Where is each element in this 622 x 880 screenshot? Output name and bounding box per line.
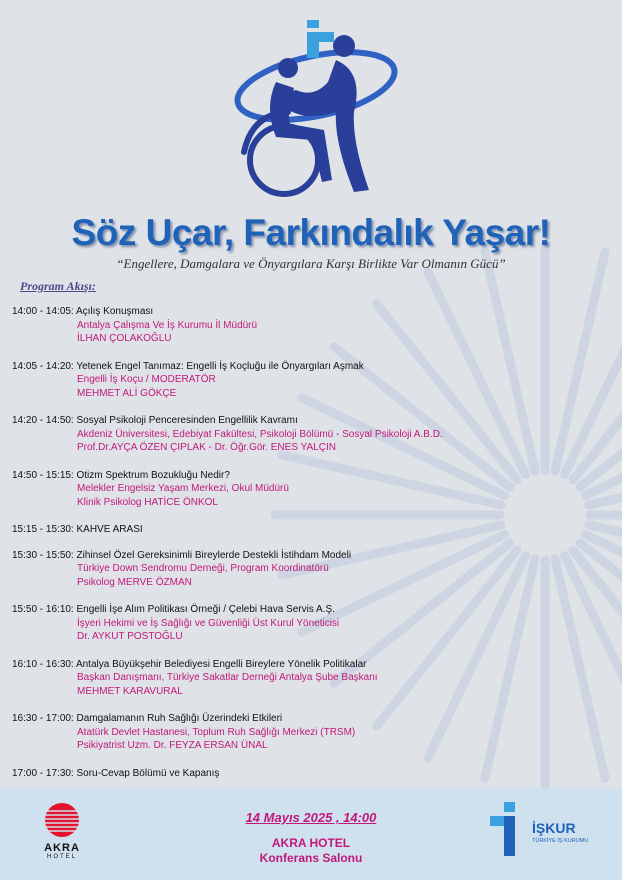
program-item-header [12,523,592,537]
program-topic: Damgalamanın Ruh Sağlığı Üzerindeki Etkileri [76,713,283,724]
program-item [12,523,592,537]
program-item-header [12,360,592,374]
program-time: 17:00 - 17:30: [12,767,74,779]
event-date: 14 Mayıs 2025 , 14:00 [245,810,377,825]
program-topic: Zihinsel Özel Gereksinimli Bireylerde Destekli İstihdam Modeli [76,549,352,561]
footer-band [0,788,622,880]
event-subtitle: “Engellere, Damgalara ve Önyargılara Karşı Birlikte Var Olmanın Gücü” [116,256,506,271]
program-time: 15:15 - 15:30: [12,524,74,535]
program-speaker: Prof.Dr.AYÇA ÖZEN ÇIPLAK - Dr. Öğr.Gör. ENES YALÇIN [77,442,336,453]
program-topic: Açılış Konuşması [75,306,154,317]
program-item-header [12,414,592,428]
program-speaker: Psikolog MERVE ÖZMAN [77,576,192,588]
program-item [12,712,592,753]
program-speaker: Klinik Psikolog HATİCE ÖNKOL [77,496,218,508]
akra-name: AKRA [44,842,80,854]
venue-line-1: AKRA HOTEL [271,836,351,850]
program-affiliation: Engelli İş Koçu / MODERATÖR [77,374,216,385]
program-affiliation: Başkan Danışmanı, Türkiye Sakatlar Derneği Antalya Şube Başkanı [77,672,378,683]
program-item [12,305,592,346]
program-time: 14:50 - 15:15: [12,469,74,481]
program-item-header [12,469,592,483]
iskur-logo-icon [490,802,530,858]
program-item [12,469,592,510]
program-item [12,603,592,644]
program-speaker: Psikiyatrist Uzm. Dr. FEYZA ERSAN ÜNAL [77,740,268,751]
program-schedule [12,305,592,792]
program-topic: Otizm Spektrum Bozukluğu Nedir? [76,469,230,481]
program-item-header [12,658,592,672]
program-item [12,658,592,699]
program-time: 14:05 - 14:20: [12,360,74,372]
iskur-subtitle: TÜRKİYE İŞ KURUMU [532,838,589,844]
program-time: 16:30 - 17:00: [12,713,74,724]
event-title: Söz Uçar, Farkındalık Yaşar! [71,212,551,253]
program-time: 16:10 - 16:30: [12,658,74,670]
program-topic: Sosyal Psikoloji Penceresinden Engellilik Kavramı [76,415,298,426]
program-affiliation: Akdeniz Üniversitesi, Edebiyat Fakültesi, Psikoloji Bölümü - Sosyal Psikoloji A.B.D. [77,428,443,440]
program-topic: Yetenek Engel Tanımaz: Engelli İş Koçluğu ile Önyargıları Aşmak [76,360,364,372]
iskur-name: İŞKUR [532,820,576,836]
akra-sub: HOTEL [46,854,77,860]
program-time: 15:30 - 15:50: [12,549,74,561]
venue-line-2: Konferans Salonu [259,851,363,865]
program-item-header [12,549,592,563]
program-speaker: MEHMET KARAVURAL [77,685,183,697]
program-topic: Soru-Cevap Bölümü ve Kapanış [76,767,220,779]
program-speaker: MEHMET ALİ GÖKÇE [77,387,177,399]
program-speaker: İLHAN ÇOLAKOĞLU [77,333,172,344]
program-affiliation: İşyeri Hekimi ve İş Sağlığı ve Güvenliği Üst Kurul Yöneticisi [77,617,340,629]
program-heading: Program Akışı: [20,279,96,293]
program-item [12,549,592,590]
program-item-header [12,767,592,781]
program-time: 15:50 - 16:10: [12,604,74,615]
program-affiliation: Antalya Çalışma Ve İş Kurumu İl Müdürü [77,319,258,331]
program-affiliation: Türkiye Down Sendromu Derneği, Program Koordinatörü [77,563,329,574]
program-item-header [12,712,592,726]
program-affiliation: Melekler Engelsiz Yaşam Merkezi, Okul Müdürü [77,483,289,494]
program-time: 14:00 - 14:05: [12,306,74,317]
program-item [12,360,592,401]
program-topic: Engelli İşe Alım Politikası Örneği / Çelebi Hava Servis A.Ş. [76,604,335,615]
program-item [12,414,592,455]
program-item-header [12,603,592,617]
iskur-logo [490,802,610,862]
program-time: 14:20 - 14:50: [12,415,74,426]
program-topic: KAHVE ARASI [76,524,143,535]
program-affiliation: Atatürk Devlet Hastanesi, Toplum Ruh Sağlığı Merkezi (TRSM) [77,726,356,738]
program-item [12,767,592,781]
program-speaker: Dr. AYKUT POSTOĞLU [77,631,183,642]
disability-inclusion-logo-icon [224,12,404,198]
program-topic: Antalya Büyükşehir Belediyesi Engelli Bireylere Yönelik Politikalar [75,658,367,670]
program-item-header [12,305,592,319]
